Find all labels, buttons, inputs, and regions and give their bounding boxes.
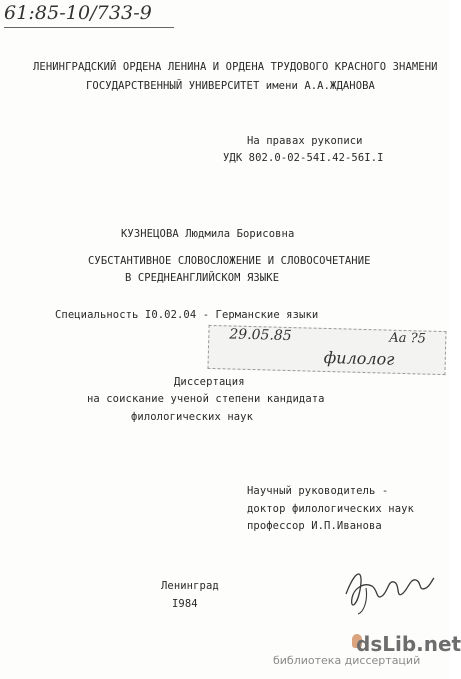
archive-number: 61:85-10/733-9 xyxy=(4,2,152,24)
year: I984 xyxy=(172,598,198,610)
supervisor-line-1: Научный руководитель - xyxy=(247,485,389,497)
author-name: КУЗНЕЦОВА Людмила Борисовна xyxy=(121,228,295,240)
header-line-1: ЛЕНИНГРАДСКИЙ ОРДЕНА ЛЕНИНА И ОРДЕНА ТРУДОВОГО КРАСНОГО ЗНАМЕНИ xyxy=(33,61,438,73)
dissertation-title-line-1: СУБСТАНТИВНОЕ СЛОВОСЛОЖЕНИЕ И СЛОВОСОЧЕТАНИЕ xyxy=(88,255,371,267)
stamp-handwritten-date: 29.05.85 xyxy=(229,326,292,345)
supervisor-line-3: профессор И.П.Иванова xyxy=(247,520,382,532)
specialty: Специальность I0.02.04 - Германские языки xyxy=(55,309,319,321)
library-stamp xyxy=(207,325,446,375)
city: Ленинград xyxy=(161,580,219,592)
dissertation-label-line-1: Диссертация xyxy=(174,376,245,388)
dissertation-title-line-2: В СРЕДНЕАНГЛИЙСКОМ ЯЗЫКЕ xyxy=(125,272,280,284)
dissertation-label-line-3: филологических наук xyxy=(131,411,254,423)
archive-number-underline xyxy=(4,27,174,28)
dissertation-label-line-2: на соискание ученой степени кандидата xyxy=(87,393,325,405)
rights-line-1: На правах рукописи xyxy=(247,135,363,147)
stamp-handwritten-word: филолог xyxy=(323,347,395,369)
udc-code: УДК 802.0-02-54I.42-56I.I xyxy=(223,152,384,164)
signature xyxy=(342,560,438,616)
header-line-2: ГОСУДАРСТВЕННЫЙ УНИВЕРСИТЕТ имени А.А.ЖДАНОВА xyxy=(86,80,375,92)
watermark-logo: dsLib.net xyxy=(356,632,461,656)
watermark-subtitle: библиотека диссертаций xyxy=(273,654,421,667)
stamp-handwritten-code: Aa ?5 xyxy=(389,330,427,347)
supervisor-line-2: доктор филологических наук xyxy=(247,503,414,515)
